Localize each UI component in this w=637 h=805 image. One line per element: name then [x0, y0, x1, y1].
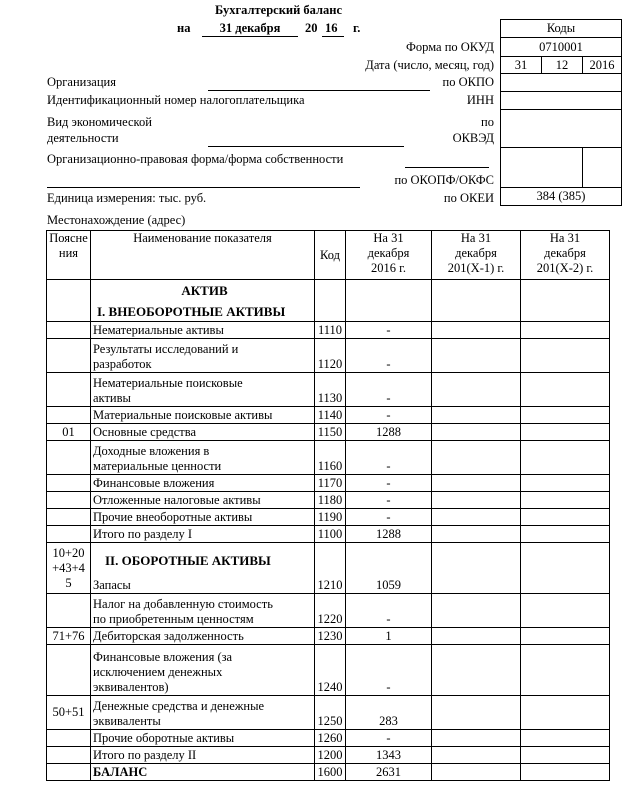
activity-label-1: Вид экономической — [47, 115, 152, 129]
table-row — [47, 526, 610, 543]
table-row — [47, 492, 610, 509]
header-note: Поясне ния — [47, 231, 91, 280]
row-value-3 — [521, 645, 610, 696]
row-value-2 — [432, 730, 521, 747]
legal-form-line-2 — [47, 187, 360, 188]
row-note — [47, 339, 91, 373]
row-name: Финансовые вложения — [91, 475, 315, 492]
row-code: 1200 — [315, 747, 346, 764]
row-value-3 — [521, 424, 610, 441]
row-name: Дебиторская задолженность — [91, 628, 315, 645]
row-code: 1250 — [315, 696, 346, 730]
row-code: 1120 — [315, 339, 346, 373]
row-value-3 — [521, 594, 610, 628]
row-name: Прочие внеоборотные активы — [91, 509, 315, 526]
date-month-cell: 12 — [542, 57, 583, 74]
date-label: Дата (число, месяц, год) — [365, 58, 494, 72]
table-row — [47, 373, 610, 407]
legal-form-line-1 — [405, 167, 489, 168]
table-row — [47, 730, 610, 747]
row-name: Прочие оборотные активы — [91, 730, 315, 747]
row-value-1: 283 — [346, 696, 432, 730]
row-name: Итого по разделу II — [91, 747, 315, 764]
row-value-2 — [432, 407, 521, 424]
row-note — [47, 526, 91, 543]
table-row — [47, 594, 610, 628]
organization-line — [208, 90, 430, 91]
row-note — [47, 645, 91, 696]
table-row — [47, 696, 610, 730]
row-note — [47, 747, 91, 764]
year-underline — [322, 36, 344, 37]
okved-label: ОКВЭД — [452, 131, 494, 145]
row-note — [47, 441, 91, 475]
row-name: Нематериальные активы — [91, 322, 315, 339]
row-value-2 — [432, 526, 521, 543]
row-value-1: - — [346, 594, 432, 628]
row-code: 1130 — [315, 373, 346, 407]
row-value-3 — [521, 730, 610, 747]
row-name: Нематериальные поисковые активы — [91, 373, 315, 407]
row-note — [47, 730, 91, 747]
aktiv-heading: АКТИВ — [181, 282, 228, 298]
table-row — [47, 424, 610, 441]
unit-label: Единица измерения: тыс. руб. — [47, 191, 207, 205]
row-value-1: - — [346, 373, 432, 407]
po-okopf-label: по ОКОПФ/ОКФС — [394, 173, 494, 187]
po-okei-label: по ОКЕИ — [443, 191, 494, 205]
row-value-1: - — [346, 509, 432, 526]
row-value-1: 1288 — [346, 424, 432, 441]
table-row — [47, 509, 610, 526]
row-value-2 — [432, 373, 521, 407]
row-value-3 — [521, 509, 610, 526]
header-col2: На 31 декабря 201(Х-1) г. — [432, 231, 521, 280]
row-code: 1260 — [315, 730, 346, 747]
okud-value: 0710001 — [501, 38, 622, 57]
row-note — [47, 322, 91, 339]
section-row — [47, 280, 610, 322]
row-value-3 — [521, 407, 610, 424]
row-value-3 — [521, 373, 610, 407]
table-row — [47, 339, 610, 373]
row-value-1: - — [346, 339, 432, 373]
row-value-2 — [432, 424, 521, 441]
row-value-3 — [521, 322, 610, 339]
table-row — [47, 407, 610, 424]
row-value-2 — [432, 594, 521, 628]
row-note: 50+51 — [47, 696, 91, 730]
date-underline — [202, 36, 298, 37]
balance-table — [46, 230, 610, 781]
po-okpo-label: по ОКПО — [442, 75, 494, 89]
codes-title: Коды — [501, 20, 622, 38]
row-value-2 — [432, 441, 521, 475]
year-prefix: 20 — [305, 21, 318, 35]
row-name: Результаты исследований и разработок — [91, 339, 315, 373]
row-code: 1180 — [315, 492, 346, 509]
section2-heading: II. ОБОРОТНЫЕ АКТИВЫ — [105, 553, 271, 568]
activity-label-2: деятельности — [47, 131, 119, 145]
date-year-cell: 2016 — [583, 57, 622, 74]
row-code: 1110 — [315, 322, 346, 339]
header-col1: На 31 декабря 2016 г. — [346, 231, 432, 280]
legal-form-label: Организационно-правовая форма/форма собственности — [47, 152, 344, 166]
row-value-1: - — [346, 475, 432, 492]
na-label: на — [177, 21, 191, 35]
header-code: Код — [315, 231, 346, 280]
row-name: Налог на добавленную стоимость по приобретенным ценностям — [91, 594, 315, 628]
year-g: г. — [353, 21, 361, 35]
row-note — [47, 509, 91, 526]
row-value-1: 1059 — [346, 543, 432, 594]
row-note — [47, 764, 91, 781]
row-value-2 — [432, 628, 521, 645]
row-value-1: 1 — [346, 628, 432, 645]
year-suffix: 16 — [325, 21, 338, 35]
codes-box — [500, 19, 622, 206]
row-code: 1100 — [315, 526, 346, 543]
organization-label: Организация — [47, 75, 116, 89]
okopf-cell — [501, 148, 583, 188]
activity-line — [208, 146, 404, 147]
date-day-cell: 31 — [501, 57, 542, 74]
row-value-3 — [521, 696, 610, 730]
row-code: 1230 — [315, 628, 346, 645]
row-value-3 — [521, 764, 610, 781]
row-code: 1170 — [315, 475, 346, 492]
inn-code-label: ИНН — [466, 93, 494, 107]
row-value-1: - — [346, 492, 432, 509]
row-name: Материальные поисковые активы — [91, 407, 315, 424]
row-value-1: - — [346, 407, 432, 424]
row-note: 01 — [47, 424, 91, 441]
row-value-2 — [432, 475, 521, 492]
row-name: Финансовые вложения (за исключением денежных эквивалентов) — [91, 645, 315, 696]
po-label: по — [481, 115, 494, 129]
row-value-1: 2631 — [346, 764, 432, 781]
row-code: 1190 — [315, 509, 346, 526]
inn-cell — [501, 92, 622, 110]
row-value-2 — [432, 492, 521, 509]
row-code: 1220 — [315, 594, 346, 628]
row-value-3 — [521, 526, 610, 543]
row-note — [47, 373, 91, 407]
row-value-2 — [432, 322, 521, 339]
row-value-2 — [432, 339, 521, 373]
row-code: 1210 — [315, 543, 346, 594]
row-value-1: - — [346, 730, 432, 747]
forma-okud-label: Форма по ОКУД — [406, 40, 494, 54]
table-row — [47, 645, 610, 696]
table-row — [47, 628, 610, 645]
document-title: Бухгалтерский баланс — [215, 3, 343, 17]
row-note — [47, 492, 91, 509]
row-value-3 — [521, 475, 610, 492]
row-note: 10+20 +43+4 5 — [47, 543, 91, 594]
inn-label: Идентификационный номер налогоплательщика — [47, 93, 305, 107]
table-row — [47, 764, 610, 781]
row-value-2 — [432, 764, 521, 781]
row-value-1: 1343 — [346, 747, 432, 764]
table-row — [47, 543, 610, 594]
okved-cell — [501, 110, 622, 148]
row-value-3 — [521, 441, 610, 475]
row-code: 1160 — [315, 441, 346, 475]
location-label: Местонахождение (адрес) — [47, 213, 186, 227]
row-value-2 — [432, 509, 521, 526]
row-value-3 — [521, 492, 610, 509]
row-code: 1600 — [315, 764, 346, 781]
row-value-2 — [432, 747, 521, 764]
row-name: Итого по разделу I — [91, 526, 315, 543]
row-value-1: - — [346, 441, 432, 475]
table-row — [47, 475, 610, 492]
row-value-1: 1288 — [346, 526, 432, 543]
row-note — [47, 475, 91, 492]
row-value-1: - — [346, 645, 432, 696]
table-row — [47, 747, 610, 764]
section1-heading: I. ВНЕОБОРОТНЫЕ АКТИВЫ — [97, 303, 286, 319]
row-name: Основные средства — [91, 424, 315, 441]
balance-table-wrap — [46, 230, 610, 781]
header-name: Наименование показателя — [91, 231, 315, 280]
row-name: Отложенные налоговые активы — [91, 492, 315, 509]
row-note — [47, 407, 91, 424]
okpo-cell — [501, 74, 622, 92]
row-code: 1140 — [315, 407, 346, 424]
row-name: БАЛАНС — [91, 764, 315, 781]
okfs-cell — [583, 148, 622, 188]
row-name: Денежные средства и денежные эквиваленты — [91, 696, 315, 730]
row-note: 71+76 — [47, 628, 91, 645]
row-name: Запасы — [93, 578, 131, 592]
row-code: 1150 — [315, 424, 346, 441]
row-code: 1240 — [315, 645, 346, 696]
row-value-1: - — [346, 322, 432, 339]
report-date: 31 декабря — [219, 21, 281, 35]
table-row — [47, 441, 610, 475]
header-col3: На 31 декабря 201(Х-2) г. — [521, 231, 610, 280]
row-value-3 — [521, 747, 610, 764]
row-value-3 — [521, 628, 610, 645]
row-name: Доходные вложения в материальные ценности — [91, 441, 315, 475]
table-row — [47, 322, 610, 339]
okei-value: 384 (385) — [501, 188, 622, 206]
row-value-3 — [521, 339, 610, 373]
row-note — [47, 594, 91, 628]
row-value-2 — [432, 696, 521, 730]
row-value-2 — [432, 645, 521, 696]
